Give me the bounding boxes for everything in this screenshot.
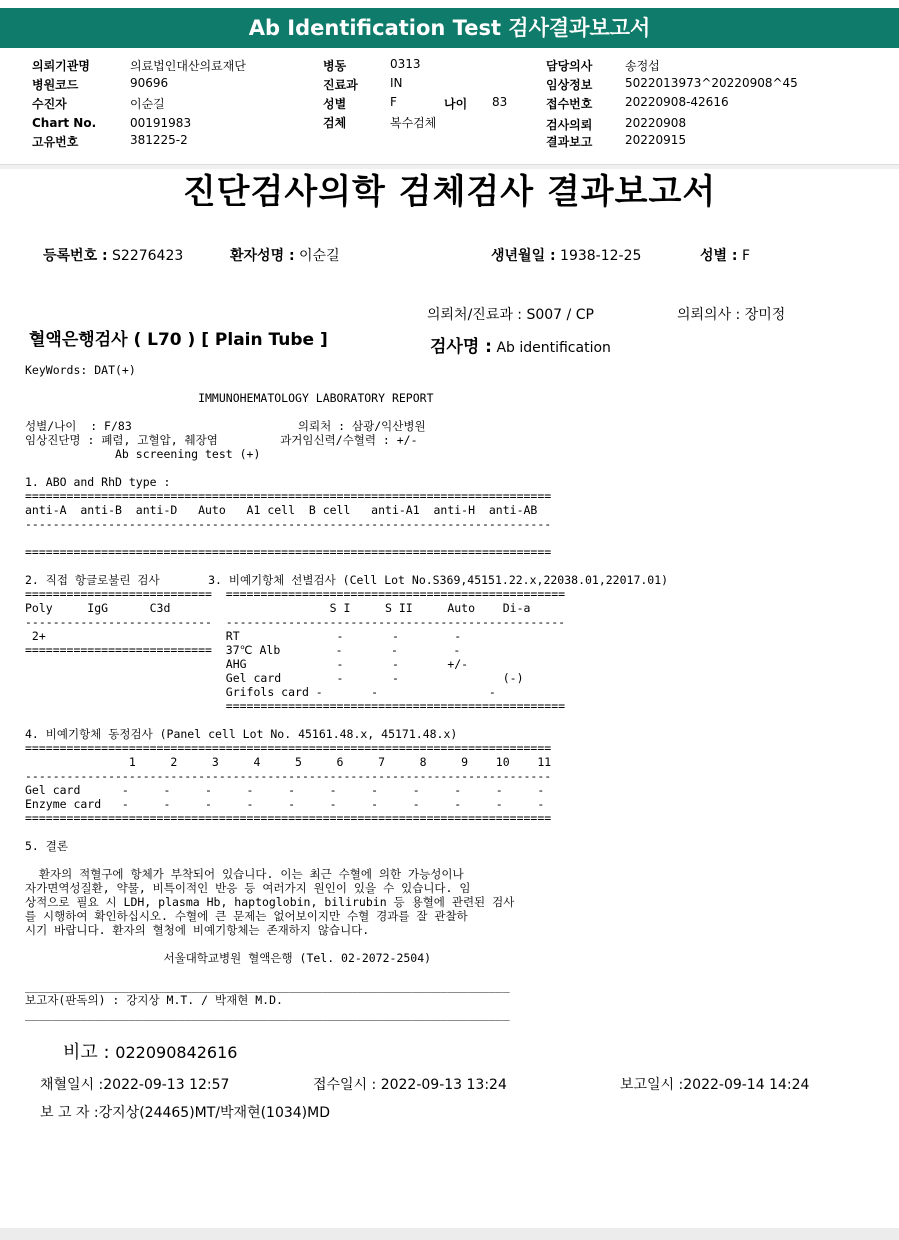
footer-bar <box>0 1228 899 1240</box>
registration-label: 등록번호 : <box>43 248 108 264</box>
note <box>63 1038 237 1064</box>
report-line: KeyWords: DAT(+) <box>25 363 136 377</box>
report-line: Gel card - - (-) <box>25 671 524 685</box>
report-line: 5. 결론 <box>25 839 68 853</box>
header-value-age: 83 <box>492 95 508 109</box>
report-line: 서울대학교병원 혈액은행 (Tel. 02-2072-2504) <box>25 951 432 965</box>
header-value-clinical-info: 5022013973^20220908^45 <box>625 76 798 90</box>
report-line: ---------------------------------------------------------------------------- <box>25 517 552 531</box>
report-banner: Ab Identification Test 검사결과보고서 <box>0 8 899 48</box>
report-line: 상적으로 필요 시 LDH, plasma Hb, haptoglobin, bilirubin 등 용혈에 관련된 검사 <box>25 895 515 909</box>
header-value-patient: 이순길 <box>130 97 165 111</box>
lab-report-body <box>25 363 668 1021</box>
report-line: ______________________________________________________________________ <box>25 1007 510 1021</box>
header-value-receipt-no: 20220908-42616 <box>625 95 729 109</box>
header-label-sex: 성별 <box>323 97 347 111</box>
report-line <box>25 937 668 951</box>
header-label-patient: 수진자 <box>32 97 67 111</box>
patient-name-value: 이순길 <box>299 248 340 264</box>
collection-time: 채혈일시 :2022-09-13 12:57 <box>40 1077 230 1093</box>
header-label-result-date: 결과보고 <box>546 135 593 149</box>
header-label-request-date: 검사의뢰 <box>546 118 593 132</box>
header-label-unique-no: 고유번호 <box>32 135 79 149</box>
report-line: 성별/나이 : F/83 의뢰처 : 삼광/익산병원 <box>25 419 426 433</box>
patient-sex-label: 성별 : <box>700 248 738 264</box>
patient-sex-value: F <box>741 248 751 264</box>
header-value-doctor: 송정섭 <box>625 59 660 73</box>
test-name-value: Ab identification <box>496 340 611 356</box>
report-line: 4. 비예기항체 동정검사 (Panel cell Lot No. 45161.48.x, 45171.48.x) <box>25 727 458 741</box>
header-value-ward: 0313 <box>390 57 421 71</box>
report-line: ================================================= <box>25 699 566 713</box>
report-line: 환자의 적혈구에 항체가 부착되어 있습니다. 이는 최근 수혈에 의한 가능성이나 <box>25 867 464 881</box>
report-line: Gel card - - - - - - - - - - - <box>25 783 545 797</box>
report-title: 진단검사의학 검체검사 결과보고서 <box>182 172 717 212</box>
report-line <box>25 713 668 727</box>
report-line: 2+ RT - - - <box>25 629 462 643</box>
header-value-institution: 의료법인대산의료재단 <box>130 59 246 73</box>
header-value-specimen: 복수검체 <box>390 116 437 130</box>
report-line: =========================== 37℃ Alb - - - <box>25 643 461 657</box>
header-label-ward: 병동 <box>323 59 347 73</box>
report-line: Grifols card - - - <box>25 685 496 699</box>
report-line: Enzyme card - - - - - - - - - - - <box>25 797 545 811</box>
header-label-institution: 의뢰기관명 <box>32 59 90 73</box>
note-value: 022090842616 <box>115 1043 238 1062</box>
test-group: 혈액은행검사 ( L70 ) [ Plain Tube ] <box>29 330 328 350</box>
report-line: 를 시행하여 확인하십시오. 수혈에 큰 문제는 없어보이지만 수혈 경과를 잘 관찰하 <box>25 909 468 923</box>
report-line: ============================================================================ <box>25 811 552 825</box>
registration-value: S2276423 <box>112 248 184 264</box>
header-value-result-date: 20220915 <box>625 133 687 147</box>
report-line: ______________________________________________________________________ <box>25 979 510 993</box>
report-line: anti-A anti-B anti-D Auto A1 cell B cell anti-A1 anti-H anti-AB <box>25 503 538 517</box>
report-line <box>25 405 668 419</box>
report-time: 보고일시 :2022-09-14 14:24 <box>620 1077 810 1093</box>
test-name <box>430 332 611 357</box>
report-line: ============================================================================ <box>25 489 552 503</box>
birth-date-label: 생년월일 : <box>491 248 556 264</box>
header-value-hospital-code: 90696 <box>130 76 169 90</box>
note-label: 비고 : <box>63 1042 110 1063</box>
header-label-hospital-code: 병원코드 <box>32 78 79 92</box>
report-line: ============================================================================ <box>25 741 552 755</box>
header-label-receipt-no: 접수번호 <box>546 97 593 111</box>
report-line: =========================== ================================================= <box>25 587 566 601</box>
header-label-department: 진료과 <box>323 78 358 92</box>
patient-sex <box>700 245 750 265</box>
reporter: 보 고 자 :강지상(24465)MT/박재현(1034)MD <box>40 1105 331 1121</box>
report-line: 임상진단명 : 폐렴, 고혈압, 췌장염 과거임신력/수혈력 : +/- <box>25 433 418 447</box>
header-label-doctor: 담당의사 <box>546 59 593 73</box>
patient-name <box>230 245 340 265</box>
report-line: ============================================================================ <box>25 545 552 559</box>
birth-date-value: 1938-12-25 <box>560 248 642 264</box>
report-line: ---------------------------------------------------------------------------- <box>25 769 552 783</box>
report-line <box>25 377 668 391</box>
report-line: AHG - - +/- <box>25 657 469 671</box>
header-label-age: 나이 <box>444 97 468 111</box>
report-line: IMMUNOHEMATOLOGY LABORATORY REPORT <box>25 391 434 405</box>
report-line: 1. ABO and RhD type : <box>25 475 171 489</box>
header-value-department: IN <box>390 76 403 90</box>
report-line: --------------------------- ------------------------------------------------- <box>25 615 566 629</box>
report-line: 1 2 3 4 5 6 7 8 9 10 11 <box>25 755 552 769</box>
header-value-chart-no: 00191983 <box>130 116 192 130</box>
header-value-unique-no: 381225-2 <box>130 133 188 147</box>
report-line: 2. 직접 항글로불린 검사 3. 비예기항체 선별검사 (Cell Lot No.S369,45151.22.x,22038.01,22017.01) <box>25 573 669 587</box>
registration-no <box>43 245 183 265</box>
patient-name-label: 환자성명 : <box>230 248 295 264</box>
report-line <box>25 965 668 979</box>
report-line <box>25 853 668 867</box>
report-line: Ab screening test (+) <box>25 447 261 461</box>
test-name-label: 검사명 : <box>430 337 492 357</box>
requesting-doctor: 의뢰의사 : 장미정 <box>677 307 786 323</box>
report-line: 자가면역성질환, 약물, 비특이적인 반응 등 여러가지 원인이 있을 수 있습니다. 임 <box>25 881 471 895</box>
report-line: Poly IgG C3d S I S II Auto Di-a <box>25 601 531 615</box>
birth-date <box>491 245 641 265</box>
header-value-sex: F <box>390 95 397 109</box>
requesting-department: 의뢰처/진료과 : S007 / CP <box>427 307 594 323</box>
header-label-clinical-info: 임상정보 <box>546 78 593 92</box>
report-line: 시기 바랍니다. 환자의 혈청에 비예기항체는 존재하지 않습니다. <box>25 923 370 937</box>
receipt-time: 접수일시 : 2022-09-13 13:24 <box>313 1077 507 1093</box>
header-label-specimen: 검체 <box>323 116 347 130</box>
report-line <box>25 559 668 573</box>
report-line <box>25 461 668 475</box>
report-line <box>25 531 668 545</box>
report-line: 보고자(판독의) : 강지상 M.T. / 박재현 M.D. <box>25 993 283 1007</box>
header-value-request-date: 20220908 <box>625 116 687 130</box>
report-line <box>25 825 668 839</box>
header-label-chart-no: Chart No. <box>32 116 97 130</box>
